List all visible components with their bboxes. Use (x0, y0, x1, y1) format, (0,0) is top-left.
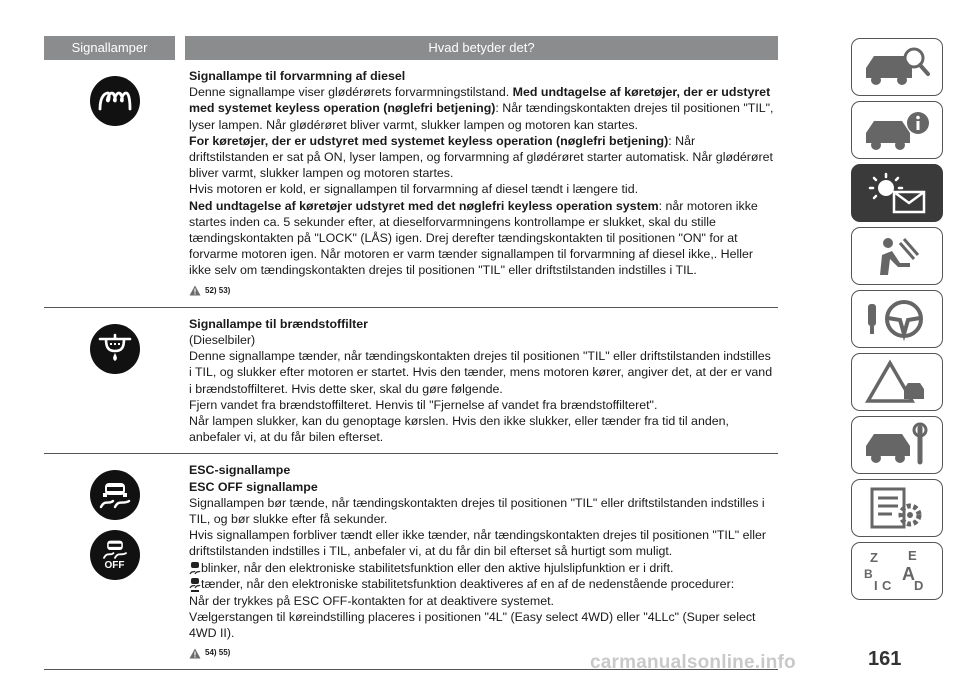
car-info-icon (860, 107, 934, 153)
alphabet-index-icon (860, 548, 934, 594)
tab-specifications[interactable] (851, 479, 943, 537)
glow-plug-icon (90, 76, 140, 126)
esc-paragraph-4: tænder, når den elektroniske stabilitetsfunktion deaktiveres af en af de nedenstående procedurer: (189, 576, 774, 593)
watermark: carmanualsonline.info (590, 652, 796, 673)
fuel-paragraph-2: Fjern vandet fra brændstoffilteret. Henvis til "Fjernelse af vandet fra brændstoffilteret". (189, 397, 658, 412)
tab-driving[interactable] (851, 290, 943, 348)
glow-paragraph-1: Denne signallampe viser glødérørets forvarmningstilstand. Med undtagelse af køretøjer, der er udstyret med systemet keyless operation (nøglefri betjening): Når tændingskontakten drejes til positionen "TIL", lyser lampen. Når glødérøret bliver varmt, slukker lampen og motoren kan startes. (189, 85, 774, 132)
table-header (44, 36, 778, 60)
tab-emergency[interactable] (851, 353, 943, 411)
index-letter-e: E (908, 548, 917, 563)
fuel-paragraph-1: Denne signallampe tænder, når tændingskontakten drejes til positionen "TIL" eller driftstilstanden indstilles i TIL, og slukker efter motoren er startet. Hvis den tænder, mens motoren kører, angiver det, at der er vand i brændstoffilteret. Hvis dette sker, skal du gøre følgende. (189, 349, 773, 396)
esc-small-icon (189, 561, 201, 575)
warning-triangle-icon (189, 648, 201, 659)
index-letter-i: I (874, 578, 878, 593)
tab-maintenance[interactable] (851, 416, 943, 474)
fuel-subtitle: (Dieselbiler) (189, 333, 256, 348)
esc-paragraph-3: blinker, når den elektroniske stabilitetsfunktion eller den aktive hjulslipfunktion er i drift. (189, 560, 774, 576)
index-letter-c: C (882, 578, 892, 593)
header-meaning: Hvad betyder det? (185, 36, 778, 60)
table-row-esc (44, 454, 778, 670)
table-row-glow-plug (44, 60, 778, 308)
esc-paragraph-1: Signallampen bør tænde, når tændingskontakten drejes til positionen "TIL" eller driftstilstanden indstilles i TIL, og bør slukke efter få sekunder. (189, 495, 765, 527)
light-message-icon (860, 170, 934, 216)
page-number: 161 (868, 648, 902, 670)
table-row-fuel-filter (44, 308, 778, 455)
steering-wheel-icon (860, 296, 934, 342)
index-letter-a: A (902, 564, 915, 584)
list-gear-icon (860, 485, 934, 531)
fuel-filter-icon (90, 324, 140, 374)
airbag-person-icon (860, 233, 934, 279)
glow-warning-refs: 52) 53) (189, 283, 774, 299)
car-wrench-icon (860, 422, 934, 468)
fuel-paragraph-3: Når lampen slukker, kan du genoptage kørslen. Hvis den ikke slukker, eller tænder fra tid til anden, anbefaler vi, at du får bilen efterset. (189, 414, 729, 445)
fuel-title: Signallampe til brændstoffilter (189, 316, 368, 331)
tab-car-info[interactable] (851, 101, 943, 159)
glow-title: Signallampe til forvarmning af diesel (189, 69, 406, 83)
tab-car-search[interactable] (851, 38, 943, 96)
esc-off-icon (90, 530, 140, 580)
esc-icon (90, 470, 140, 520)
glow-paragraph-2: For køretøjer, der er udstyret med systemet keyless operation (nøglefri betjening): Når driftstilstanden er sat på ON, lyser lampen, og forvarmning af glødérøret starter automatisk. Når glødérøret bliver varmt, slukker lampen og motoren startes. (189, 133, 773, 181)
esc-paragraph-5: Når der trykkes på ESC OFF-kontakten for at deaktivere systemet. (189, 593, 554, 608)
esc-off-label: OFF (104, 560, 125, 572)
header-signal-lamps: Signallamper (44, 36, 175, 60)
glow-paragraph-4: Ned undtagelse af køretøjer udstyret med det nøglefri keyless operation system: når motoren ikke startes inden ca. 5 sekunder efter, at dieselforvarmningens kontrollampe er slukket, skal du stille tændingskontakten på "LOCK" (LÅS) igen. Drej derefter tændingskontakten til positionen "ON" for at forvarme motoren igen. Når motoren er varm tænder signallampen til forvarmning af diesel ikke,. Heller ikke selv om tændingskontakten drejes til positionen "TIL" eller driftstilstanden indstilles i TIL. (189, 198, 758, 278)
warning-triangle-tab-icon (860, 359, 934, 405)
esc-paragraph-6: Vælgerstangen til køreindstilling placeres i positionen "4L" (Easy select 4WD) eller "4LLc" (Super select 4WD II). (189, 609, 756, 641)
index-letter-z: Z (870, 550, 878, 565)
esc-off-title: ESC OFF signallampe (189, 479, 318, 494)
tab-safety[interactable] (851, 227, 943, 285)
glow-paragraph-3: Hvis motoren er kold, er signallampen til forvarmning af diesel tændt i længere tid. (189, 182, 639, 197)
esc-title: ESC-signallampe (189, 463, 291, 478)
esc-warning-refs: 54) 55) (189, 645, 774, 661)
esc-off-small-icon (189, 577, 201, 593)
car-search-icon (860, 44, 934, 90)
tab-index[interactable] (851, 542, 943, 600)
tab-warning-lights[interactable] (851, 164, 943, 222)
chapter-tabs (851, 38, 943, 605)
index-letter-b: B (864, 567, 873, 581)
warning-lights-table (44, 36, 778, 670)
index-letter-d: D (914, 578, 924, 593)
esc-paragraph-2: Hvis signallampen forbliver tændt eller ikke tænder, når tændingskontakten drejes til positionen "TIL" eller driftstilstanden indstilles i TIL, anbefaler vi, at du får din bil efterset så hurtigt som muligt. (189, 528, 766, 559)
warning-triangle-icon (189, 285, 201, 296)
